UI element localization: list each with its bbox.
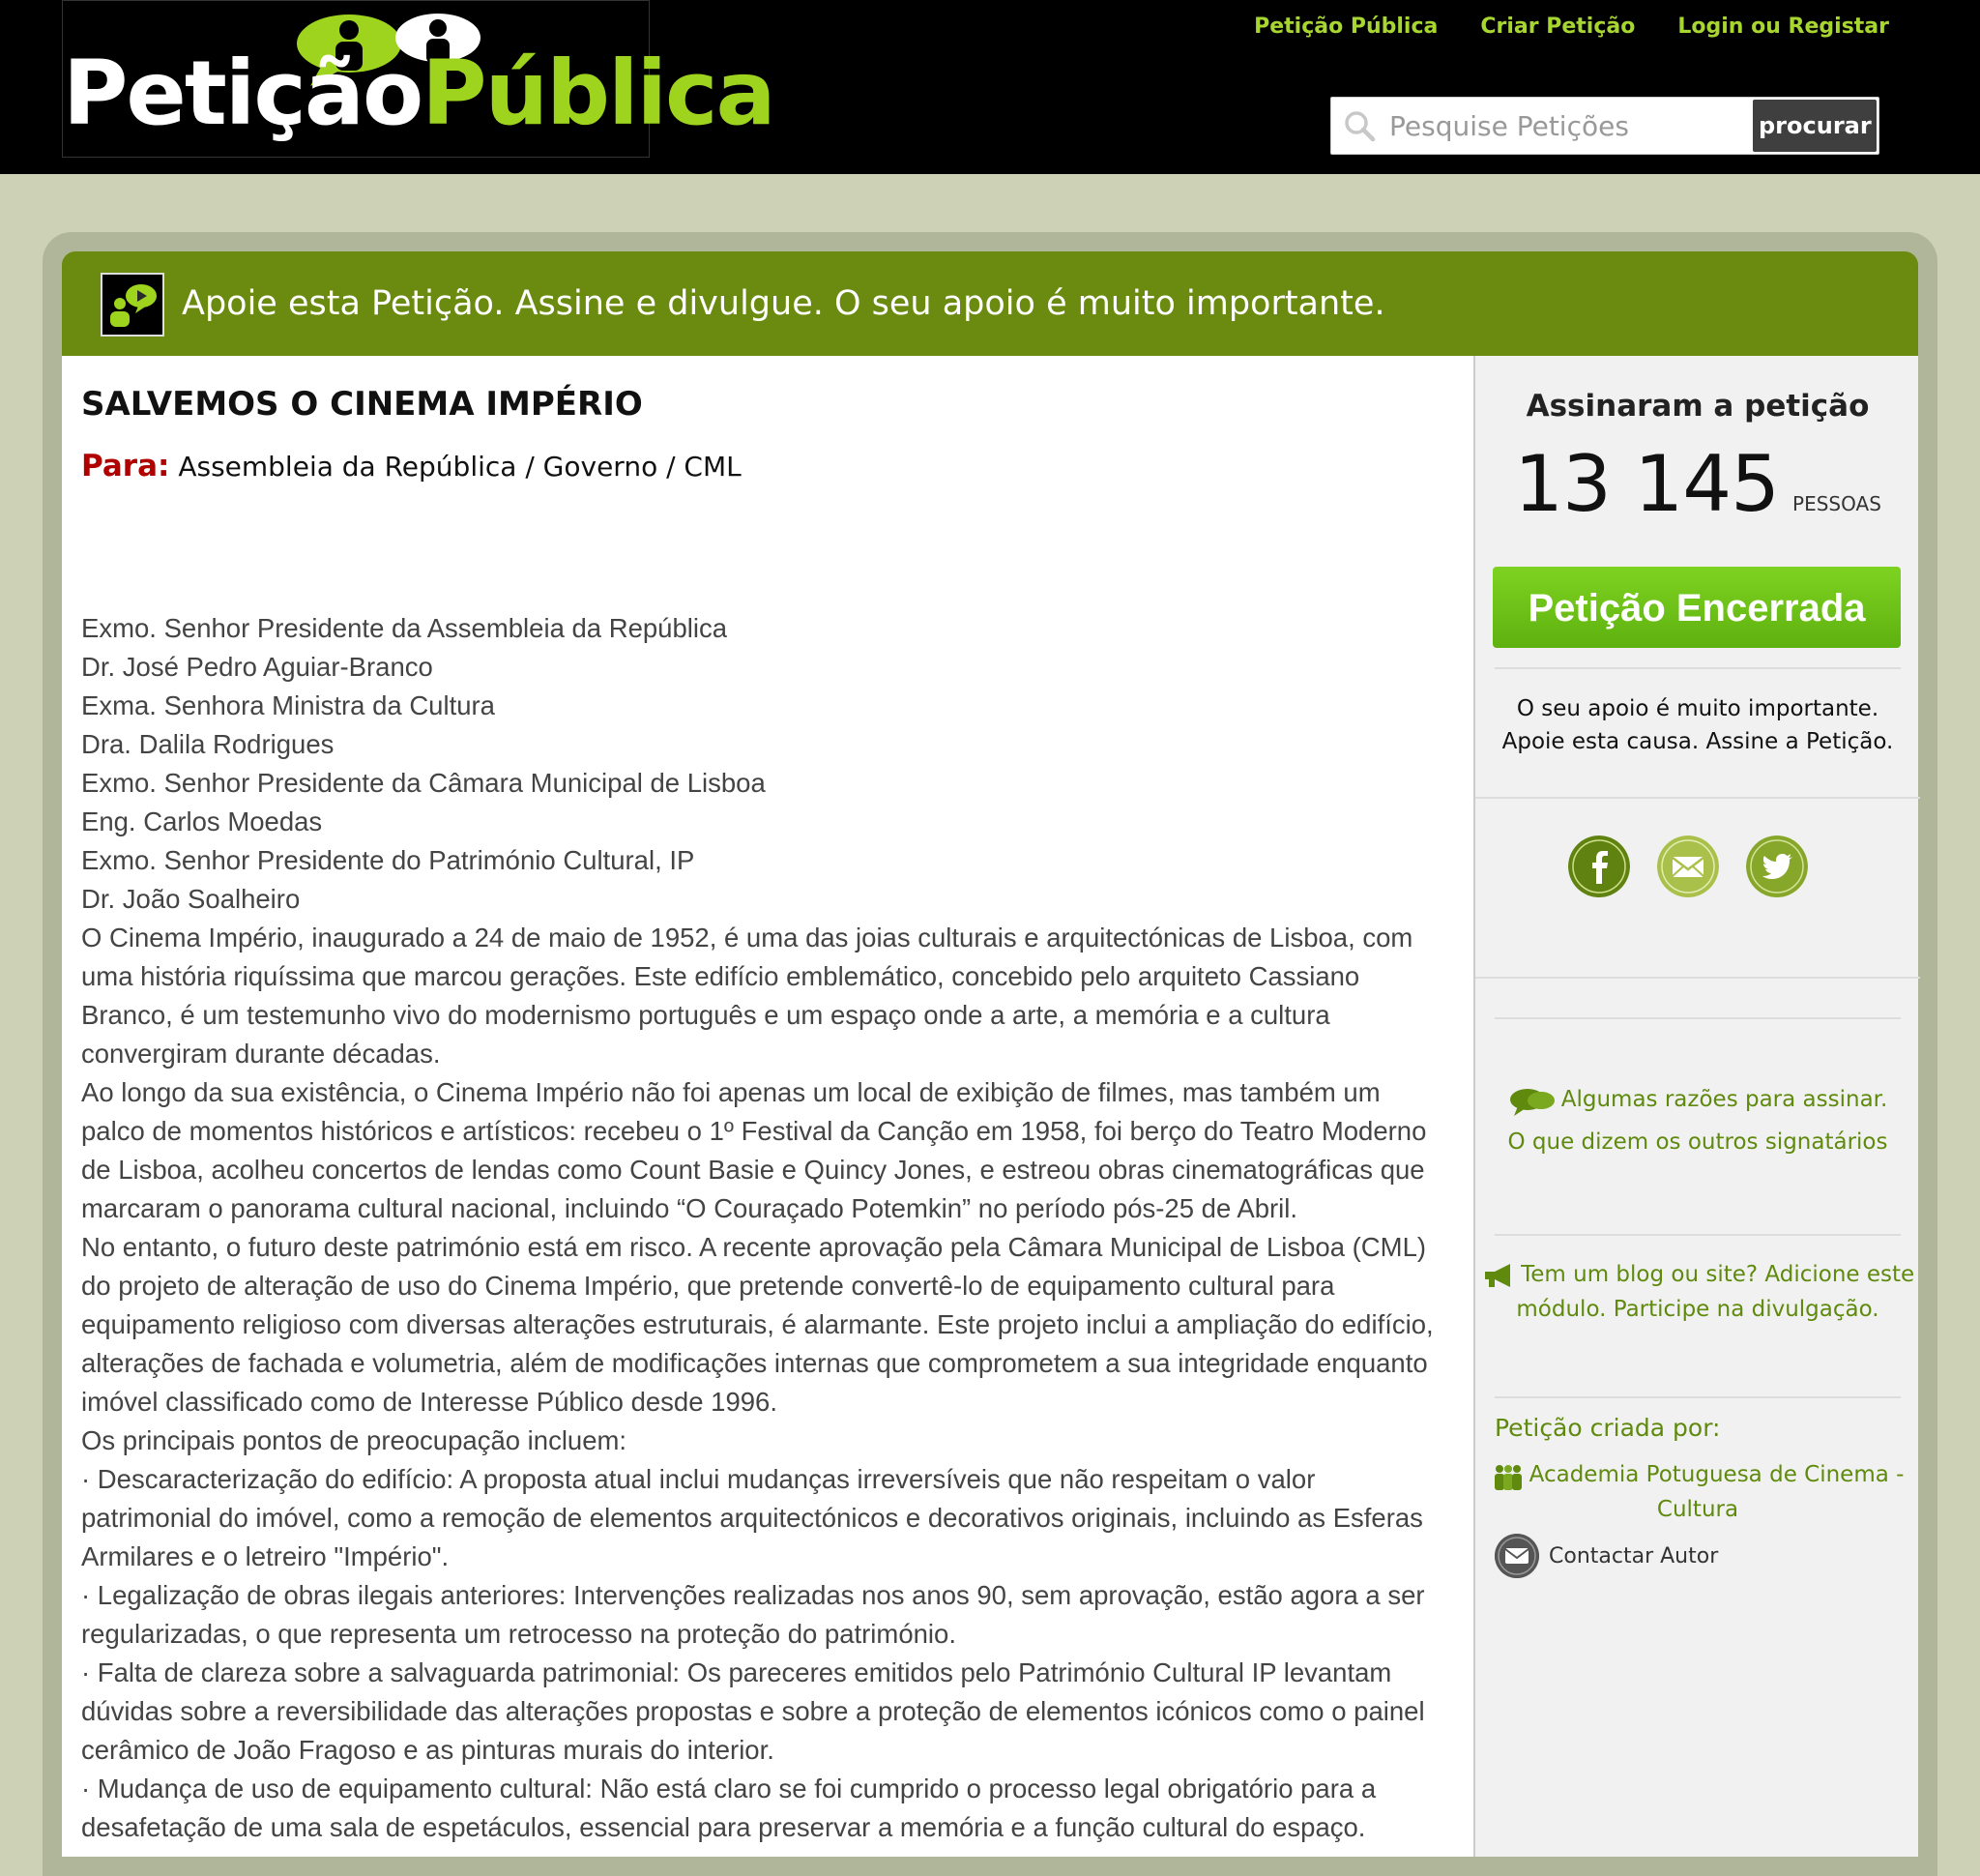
body-line: Exmo. Senhor Presidente da Câmara Municipal de Lisboa <box>81 768 766 798</box>
banner-speech-icon <box>101 273 164 337</box>
top-nav <box>1254 12 1889 43</box>
petition-body <box>81 609 1444 1847</box>
signature-count: 13 145 <box>1514 439 1780 529</box>
facebook-icon[interactable] <box>1568 835 1630 897</box>
email-icon[interactable] <box>1657 835 1719 897</box>
nav-login[interactable]: Login ou Registar <box>1677 15 1889 39</box>
divider <box>1495 1234 1901 1236</box>
support-banner <box>62 251 1918 356</box>
search-input[interactable] <box>1382 105 1691 146</box>
share-buttons <box>1568 835 1808 897</box>
recipient-label: Para: <box>81 449 170 484</box>
divider <box>1495 1017 1901 1019</box>
body-line: Exma. Senhora Ministra da Cultura <box>81 690 495 720</box>
signature-count-row <box>1475 439 1920 529</box>
search-button[interactable]: procurar <box>1753 100 1877 152</box>
comments-icon <box>1508 1087 1557 1118</box>
body-bullet: · Descaracterização do edifício: A proposta atual inclui mudanças irreversíveis que não respeitam o valor patrimonial do imóvel, como a remoção de elementos arquitectónicos e decorativos originais, incluindo as Esferas Armilares e o letreiro "Império". <box>81 1464 1423 1571</box>
twitter-icon[interactable] <box>1746 835 1808 897</box>
body-bullet: · Legalização de obras ilegais anteriores: Intervenções realizadas nos anos 90, sem aprovação, estão agora a ser regularizadas, o que representa um retrocesso na proteção do património. <box>81 1580 1425 1649</box>
site-logo[interactable] <box>62 0 774 158</box>
divider <box>1495 667 1901 669</box>
recipient-value: Assembleia da República / Governo / CML <box>178 451 742 483</box>
body-paragraph: O Cinema Império, inaugurado a 24 de maio de 1952, é uma das joias culturais e arquitectónicas de Lisboa, com uma história riquíssima que marcou gerações. Este edifício emblemático, concebido pelo arquiteto Cassiano Branco, é um testemunho vivo do modernismo português e um espaço onde a arte, a memória e a cultura convergiram durante décadas. <box>81 923 1413 1069</box>
logo-word-peticao: Petição <box>63 42 422 145</box>
body-paragraph: Os principais pontos de preocupação incluem: <box>81 1425 627 1455</box>
support-text: O seu apoio é muito importante. Apoie esta causa. Assine a Petição. <box>1501 696 1894 754</box>
body-paragraph: Ao longo da sua existência, o Cinema Império não foi apenas um local de exibição de filmes, mas também um palco de momentos históricos e artísticos: recebeu o 1º Festival da Canção em 1958, foi berço do Teatro Moderno de Lisboa, acolheu concertos de lendas como Count Basie e Quincy Jones, e estreou obras cinematográficas que marcaram o panorama cultural nacional, incluindo “O Couraçado Potemkin” no período pós-25 de Abril. <box>81 1077 1427 1223</box>
body-bullet: · Falta de clareza sobre a salvaguarda patrimonial: Os pareceres emitidos pelo Património Cultural IP levantam dúvidas sobre a reversibilidade das alterações propostas e sobre a proteção de elementos icónicos como o painel cerâmico de João Fragoso e as pinturas murais do interior. <box>81 1657 1425 1765</box>
logo-word-publica: Pública <box>422 42 774 145</box>
petition-recipient <box>81 449 742 484</box>
blog-block <box>1475 1257 1920 1327</box>
divider <box>1495 1396 1901 1398</box>
petition-sidebar <box>1473 356 1918 1857</box>
creator-link[interactable]: Academia Potuguesa de Cinema - Cultura <box>1529 1462 1905 1522</box>
body-bullet: · Mudança de uso de equipamento cultural: Não está claro se foi cumprido o processo legal obrigatório para a desafetação de uma sala de espetáculos, essencial para preservar a memória e a função cultural do espaço. <box>81 1773 1377 1842</box>
petition-content <box>62 356 1473 1857</box>
petition-closed-button[interactable]: Petição Encerrada <box>1493 567 1901 648</box>
top-bar <box>0 0 1980 174</box>
group-icon <box>1492 1463 1525 1492</box>
logo-text <box>63 42 774 145</box>
petition-title: SALVEMOS O CINEMA IMPÉRIO <box>81 385 643 424</box>
body-line: Exmo. Senhor Presidente da Assembleia da República <box>81 613 728 643</box>
banner-text: Apoie esta Petição. Assine e divulgue. O seu apoio é muito importante. <box>182 284 1385 323</box>
contact-email-icon <box>1495 1534 1539 1578</box>
body-line: Eng. Carlos Moedas <box>81 806 323 836</box>
divider <box>1475 977 1920 979</box>
divider <box>1475 797 1920 799</box>
comments-link[interactable]: O que dizem os outros signatários <box>1507 1129 1888 1155</box>
body-line: Dr. João Soalheiro <box>81 884 301 914</box>
body-paragraph: No entanto, o futuro deste património está em risco. A recente aprovação pela Câmara Municipal de Lisboa (CML) do projeto de alteração de uso do Cinema Império, que pretende convertê-lo de equipamento cultural para equipamento religioso com diversas alterações estruturais, é alarmante. Este projeto inclui a ampliação do edifício, alterações de fachada e volumetria, além de modificações internas que comprometem a sua integridade enquanto imóvel classificado como de Interesse Público desde 1996. <box>81 1232 1434 1417</box>
signature-unit: PESSOAS <box>1792 492 1881 515</box>
nav-criar-peticao[interactable]: Criar Petição <box>1480 15 1636 39</box>
reasons-block <box>1475 1079 1920 1164</box>
search-icon <box>1343 109 1376 142</box>
reasons-link[interactable]: Algumas razões para assinar. <box>1560 1087 1888 1112</box>
contact-label[interactable]: Contactar Autor <box>1549 1543 1719 1568</box>
contact-author[interactable] <box>1495 1534 1718 1578</box>
blog-module-link[interactable]: Tem um blog ou site? Adicione este módulo. Participe na divulgação. <box>1516 1262 1915 1322</box>
nav-peticao-publica[interactable]: Petição Pública <box>1254 15 1439 39</box>
body-line: Dr. José Pedro Aguiar-Branco <box>81 652 433 682</box>
search-box <box>1330 97 1879 155</box>
creator-label: Petição criada por: <box>1495 1414 1721 1442</box>
megaphone-icon <box>1481 1263 1514 1288</box>
signed-title: Assinaram a petição <box>1526 389 1870 424</box>
body-line: Exmo. Senhor Presidente do Património Cultural, IP <box>81 845 695 875</box>
body-line: Dra. Dalila Rodrigues <box>81 729 335 759</box>
creator-block <box>1475 1458 1920 1528</box>
